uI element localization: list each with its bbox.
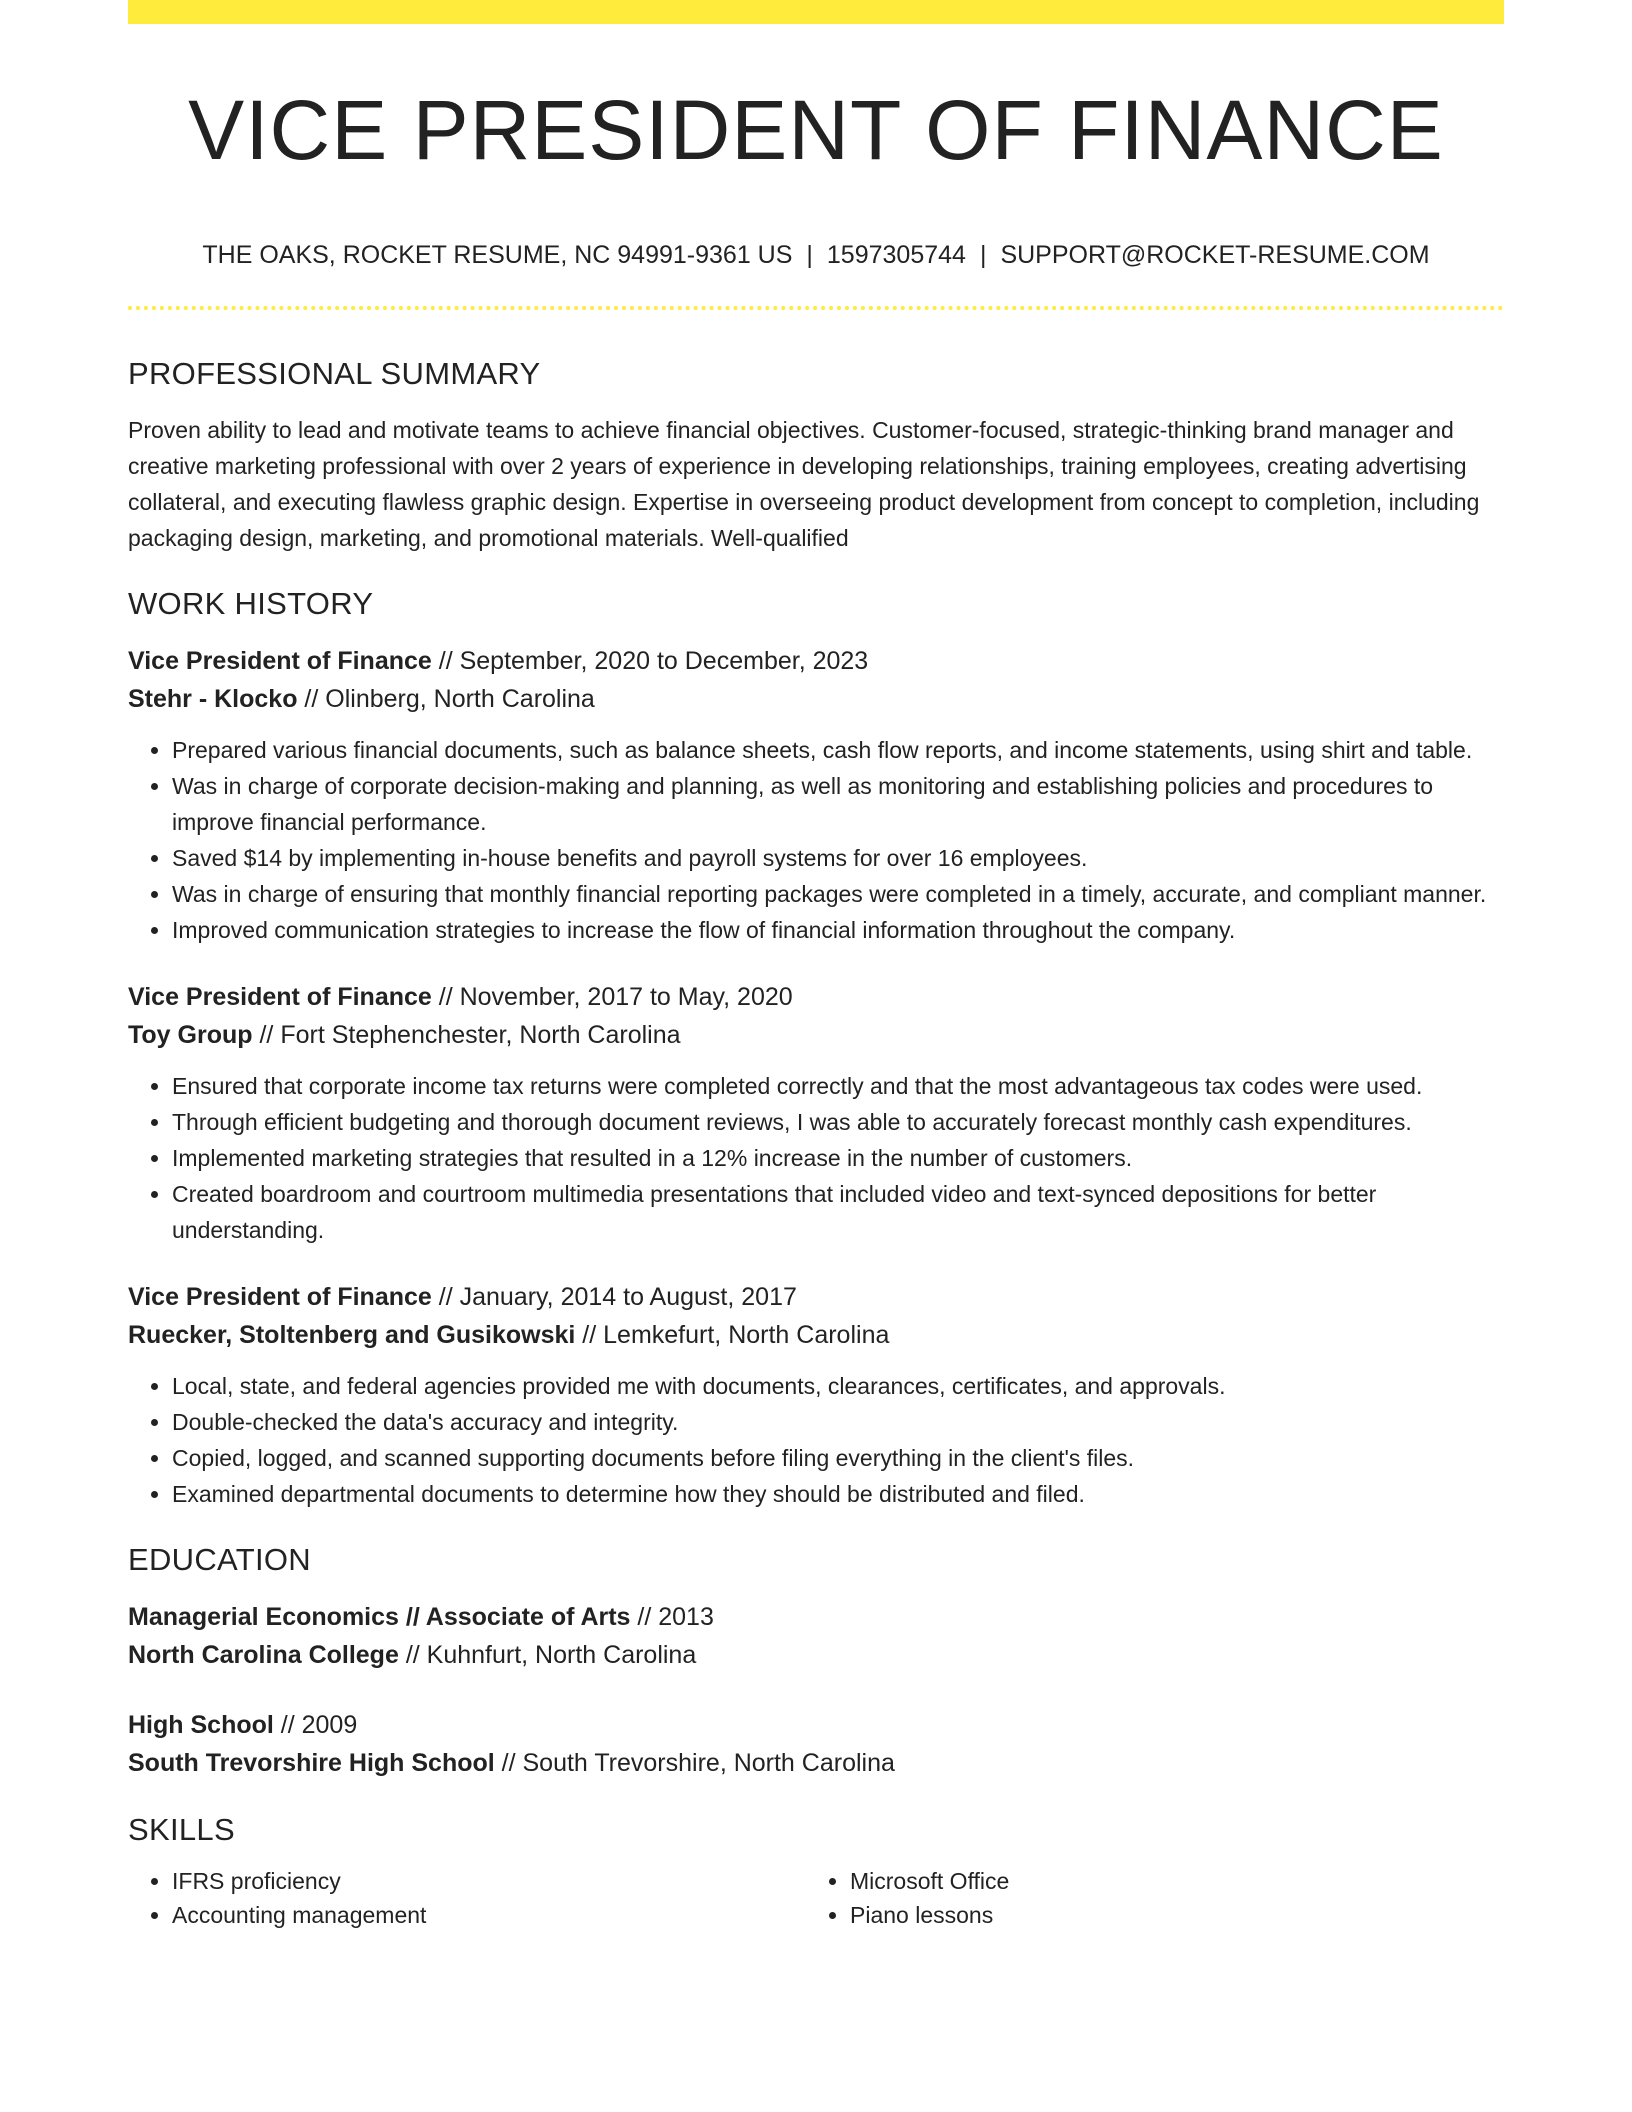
job-company: Ruecker, Stoltenberg and Gusikowski: [128, 1321, 576, 1349]
job-bullet: • Was in charge of corporate decision-making and planning, as well as monitoring and establishing policies and procedures to improve financial performance.: [172, 768, 1504, 840]
job-company: Stehr - Klocko: [128, 685, 298, 713]
job-dates: // September, 2020 to December, 2023: [431, 647, 869, 675]
job-dates: // November, 2017 to May, 2020: [431, 983, 793, 1011]
job-title-line: [128, 1278, 1504, 1316]
job-bullet: • Copied, logged, and scanned supporting documents before filing everything in the client's files.: [172, 1440, 1504, 1476]
contact-address: THE OAKS, ROCKET RESUME, NC 94991-9361 US: [202, 241, 793, 269]
contact-email: SUPPORT@ROCKET-RESUME.COM: [1000, 241, 1430, 269]
skills-column-left: [128, 1864, 806, 1932]
education-section: [128, 1538, 1504, 1782]
job-location: // Olinberg, North Carolina: [297, 685, 595, 713]
skills-section: [128, 1808, 1504, 1932]
contact-separator: |: [806, 241, 813, 269]
resume-title: VICE PRESIDENT OF FINANCE: [188, 83, 1444, 177]
dotted-divider: [128, 306, 1504, 310]
contact-line: [128, 238, 1504, 272]
job-bullets: [128, 732, 1504, 948]
contact-separator: |: [979, 241, 987, 269]
job-company-line: [128, 1316, 1504, 1354]
job-bullets: [128, 1068, 1504, 1248]
skills-column-right: [806, 1864, 1484, 1932]
education-degree: High School: [128, 1711, 274, 1739]
job-company-line: [128, 680, 1504, 718]
education-location: // South Trevorshire, North Carolina: [494, 1749, 895, 1777]
education-degree-line: [128, 1598, 1504, 1636]
accent-top-bar: [128, 0, 1504, 24]
education-location: // Kuhnfurt, North Carolina: [398, 1641, 697, 1669]
skill-item: • IFRS proficiency: [172, 1864, 806, 1898]
job-company-line: [128, 1016, 1504, 1054]
job-bullet: • Examined departmental documents to determine how they should be distributed and filed.: [172, 1476, 1504, 1512]
education-entry: [128, 1598, 1504, 1674]
job-bullet: • Was in charge of ensuring that monthly financial reporting packages were completed in a timely, accurate, and compliant manner.: [172, 876, 1504, 912]
job-location: // Fort Stephenchester, North Carolina: [252, 1021, 681, 1049]
job-entry: [128, 978, 1504, 1248]
skill-item: • Accounting management: [172, 1898, 806, 1932]
summary-section: [128, 352, 1504, 556]
job-bullet: • Created boardroom and courtroom multimedia presentations that included video and text-synced depositions for better understanding.: [172, 1176, 1504, 1248]
education-entry: [128, 1706, 1504, 1782]
job-bullet: • Local, state, and federal agencies provided me with documents, clearances, certificates, and approvals.: [172, 1368, 1504, 1404]
education-school: South Trevorshire High School: [128, 1749, 495, 1777]
job-dates: // January, 2014 to August, 2017: [431, 1283, 797, 1311]
job-entry: [128, 642, 1504, 948]
job-bullet: • Through efficient budgeting and thorough document reviews, I was able to accurately forecast monthly cash expenditures.: [172, 1104, 1504, 1140]
job-bullets: [128, 1368, 1504, 1512]
job-bullet: • Double-checked the data's accuracy and integrity.: [172, 1404, 1504, 1440]
section-heading-education: EDUCATION: [128, 1542, 311, 1577]
job-bullet: • Implemented marketing strategies that resulted in a 12% increase in the number of customers.: [172, 1140, 1504, 1176]
job-title: Vice President of Finance: [128, 647, 432, 675]
work-section: [128, 582, 1504, 1512]
skills-grid: [128, 1864, 1504, 1932]
job-title: Vice President of Finance: [128, 1283, 432, 1311]
education-school-line: [128, 1636, 1504, 1674]
job-title-line: [128, 978, 1504, 1016]
education-school: North Carolina College: [128, 1641, 399, 1669]
section-heading-work: WORK HISTORY: [128, 586, 374, 621]
skill-item: • Piano lessons: [850, 1898, 1484, 1932]
job-title-line: [128, 642, 1504, 680]
section-heading-summary: PROFESSIONAL SUMMARY: [128, 356, 541, 391]
job-location: // Lemkefurt, North Carolina: [575, 1321, 890, 1349]
skill-item: • Microsoft Office: [850, 1864, 1484, 1898]
education-year: // 2009: [273, 1711, 358, 1739]
job-bullet: • Improved communication strategies to increase the flow of financial information throughout the company.: [172, 912, 1504, 948]
contact-phone: 1597305744: [826, 241, 966, 269]
job-company: Toy Group: [128, 1021, 253, 1049]
resume-body: [128, 352, 1504, 1932]
job-bullet: • Prepared various financial documents, such as balance sheets, cash flow reports, and income statements, using shirt and table.: [172, 732, 1504, 768]
summary-text: Proven ability to lead and motivate teams to achieve financial objectives. Customer-focused, strategic-thinking brand manager and creative marketing professional with over 2 years of experience in developing relationships, training employees, creating advertising collateral, and executing flawless graphic design. Expertise in overseeing product development from concept to completion, including packaging design, marketing, and promotional materials. Well-qualified: [128, 417, 1480, 551]
education-year: // 2013: [630, 1603, 714, 1631]
section-heading-skills: SKILLS: [128, 1812, 235, 1847]
job-entry: [128, 1278, 1504, 1512]
job-bullet: • Ensured that corporate income tax returns were completed correctly and that the most advantageous tax codes were used.: [172, 1068, 1504, 1104]
education-degree-line: [128, 1706, 1504, 1744]
education-school-line: [128, 1744, 1504, 1782]
job-bullet: • Saved $14 by implementing in-house benefits and payroll systems for over 16 employees.: [172, 840, 1504, 876]
education-degree: Managerial Economics // Associate of Arts: [128, 1603, 631, 1631]
job-title: Vice President of Finance: [128, 983, 432, 1011]
